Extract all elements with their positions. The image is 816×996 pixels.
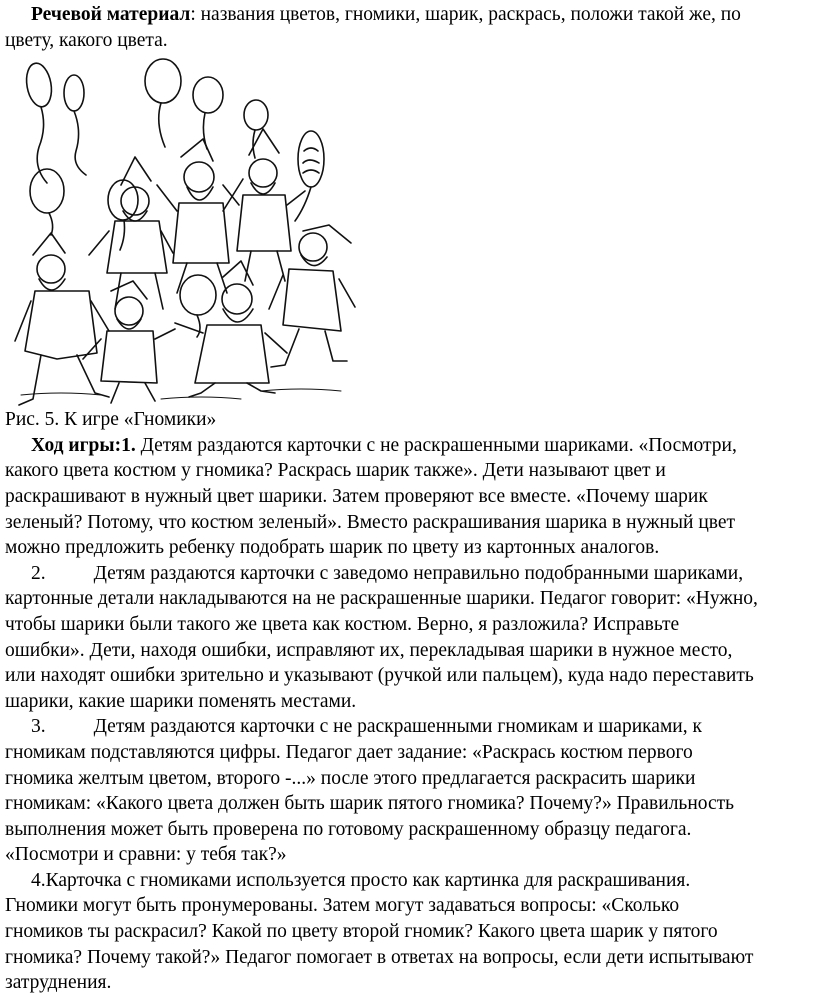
game-paragraph-2-line: картонные детали накладываются на не раскрашенные шарики. Педагог говорит: «Нужно, (5, 588, 758, 610)
game-paragraph-3-line: гномикам: «Какого цвета должен быть шарик пятого гномика? Почему?» Правильность (5, 793, 735, 815)
game-paragraph-1-text: Детям раздаются карточки с не раскрашенными шариками. «Посмотри, (135, 434, 737, 456)
speech-material-text: : названия цветов, гномики, шарик, раскрась, положи такой же, по (190, 4, 741, 25)
game-paragraph-1-first (5, 433, 811, 459)
game-paragraph-1-line: можно предложить ребенку подобрать шарик по цвету из картонных аналогов. (5, 537, 660, 559)
game-paragraph-4-line: Гномики могут быть пронумерованы. Затем могут задаваться вопросы: «Сколько (5, 895, 680, 917)
speech-material-paragraph (5, 2, 811, 28)
game-paragraph-3-line: «Посмотри и сравни: у тебя так?» (5, 844, 287, 866)
game-paragraph-3-line: выполнения может быть проверена по готовому раскрашенному образцу педагога. (5, 818, 692, 840)
list-number: 3. (31, 716, 46, 738)
gnome-figure (223, 129, 305, 281)
balloon-icon (145, 59, 181, 147)
game-paragraph-2-text: Детям раздаются карточки с заведомо неправильно подобранными шариками, (93, 562, 744, 584)
game-paragraph-1-line: какого цвета костюм у гномика? Раскрась шарик также». Дети называют цвет и (5, 460, 666, 482)
game-paragraph-4-line: гномиков ты раскрасил? Какой по цвету второй гномик? Какого цвета шарик у пятого (5, 921, 718, 943)
game-paragraph-4-line: гномика? Почему такой?» Педагог помогает в ответах на вопросы, если дети испытывают (5, 946, 754, 968)
game-paragraph-1-line: раскрашивают в нужный цвет шарики. Затем проверяют все вместе. «Почему шарик (5, 485, 708, 507)
balloon-icon (193, 77, 223, 149)
game-paragraph-2-line: или находят ошибки зрительно и указывают (ручкой или пальцем), куда надо переставить (5, 665, 754, 687)
balloon-icon (244, 100, 268, 158)
game-paragraph-4-first: 4.Карточка с гномиками используется просто как картинка для раскрашивания. (31, 869, 691, 891)
gnomes-illustration (11, 55, 381, 407)
figure-caption: Рис. 5. К игре «Гномики» (5, 409, 217, 431)
gnomes-with-balloons-drawing (11, 55, 381, 407)
game-paragraph-1-line: зеленый? Потому, что костюм зеленый». Вместо раскрашивания шарика в нужный цвет (5, 511, 736, 533)
gnome-figure (175, 261, 287, 397)
game-paragraph-3-text: Детям раздаются карточки с не раскрашенными гномикам и шариками, к (93, 716, 702, 738)
game-paragraph-2-line: ошибки». Дети, находя ошибки, исправляют их, перекладывая шарики в нужное место, (5, 639, 733, 661)
game-procedure-label: Ход игры:1. (31, 434, 136, 456)
game-paragraph-3-first (5, 714, 811, 740)
speech-material-line2: цвету, какого цвета. (5, 29, 168, 51)
game-paragraph-2-first (5, 561, 811, 587)
game-paragraph-2-line: чтобы шарики были такого же цвета как костюм. Верно, я разложила? Исправьте (5, 613, 680, 635)
gnome-figure (15, 233, 109, 405)
balloon-icon (295, 131, 324, 221)
balloon-icon (23, 61, 54, 183)
balloon-icon (180, 275, 216, 337)
balloon-icon (64, 75, 86, 175)
game-paragraph-3-line: гномикам подставляются цифры. Педагог дает задание: «Раскрась костюм первого (5, 741, 693, 763)
gnome-figure (269, 225, 355, 367)
document-page (5, 0, 811, 996)
speech-material-label: Речевой материал (31, 4, 191, 25)
game-paragraph-3-line: гномика желтым цветом, второго -...» после этого предлагается раскрасить шарики (5, 767, 696, 789)
game-paragraph-2-line: шарики, какие шарики поменять местами. (5, 690, 357, 712)
list-number: 2. (31, 562, 46, 584)
gnome-figure (89, 157, 173, 309)
game-paragraph-4-line: затруднения. (5, 972, 112, 994)
balloon-icon (30, 169, 64, 235)
